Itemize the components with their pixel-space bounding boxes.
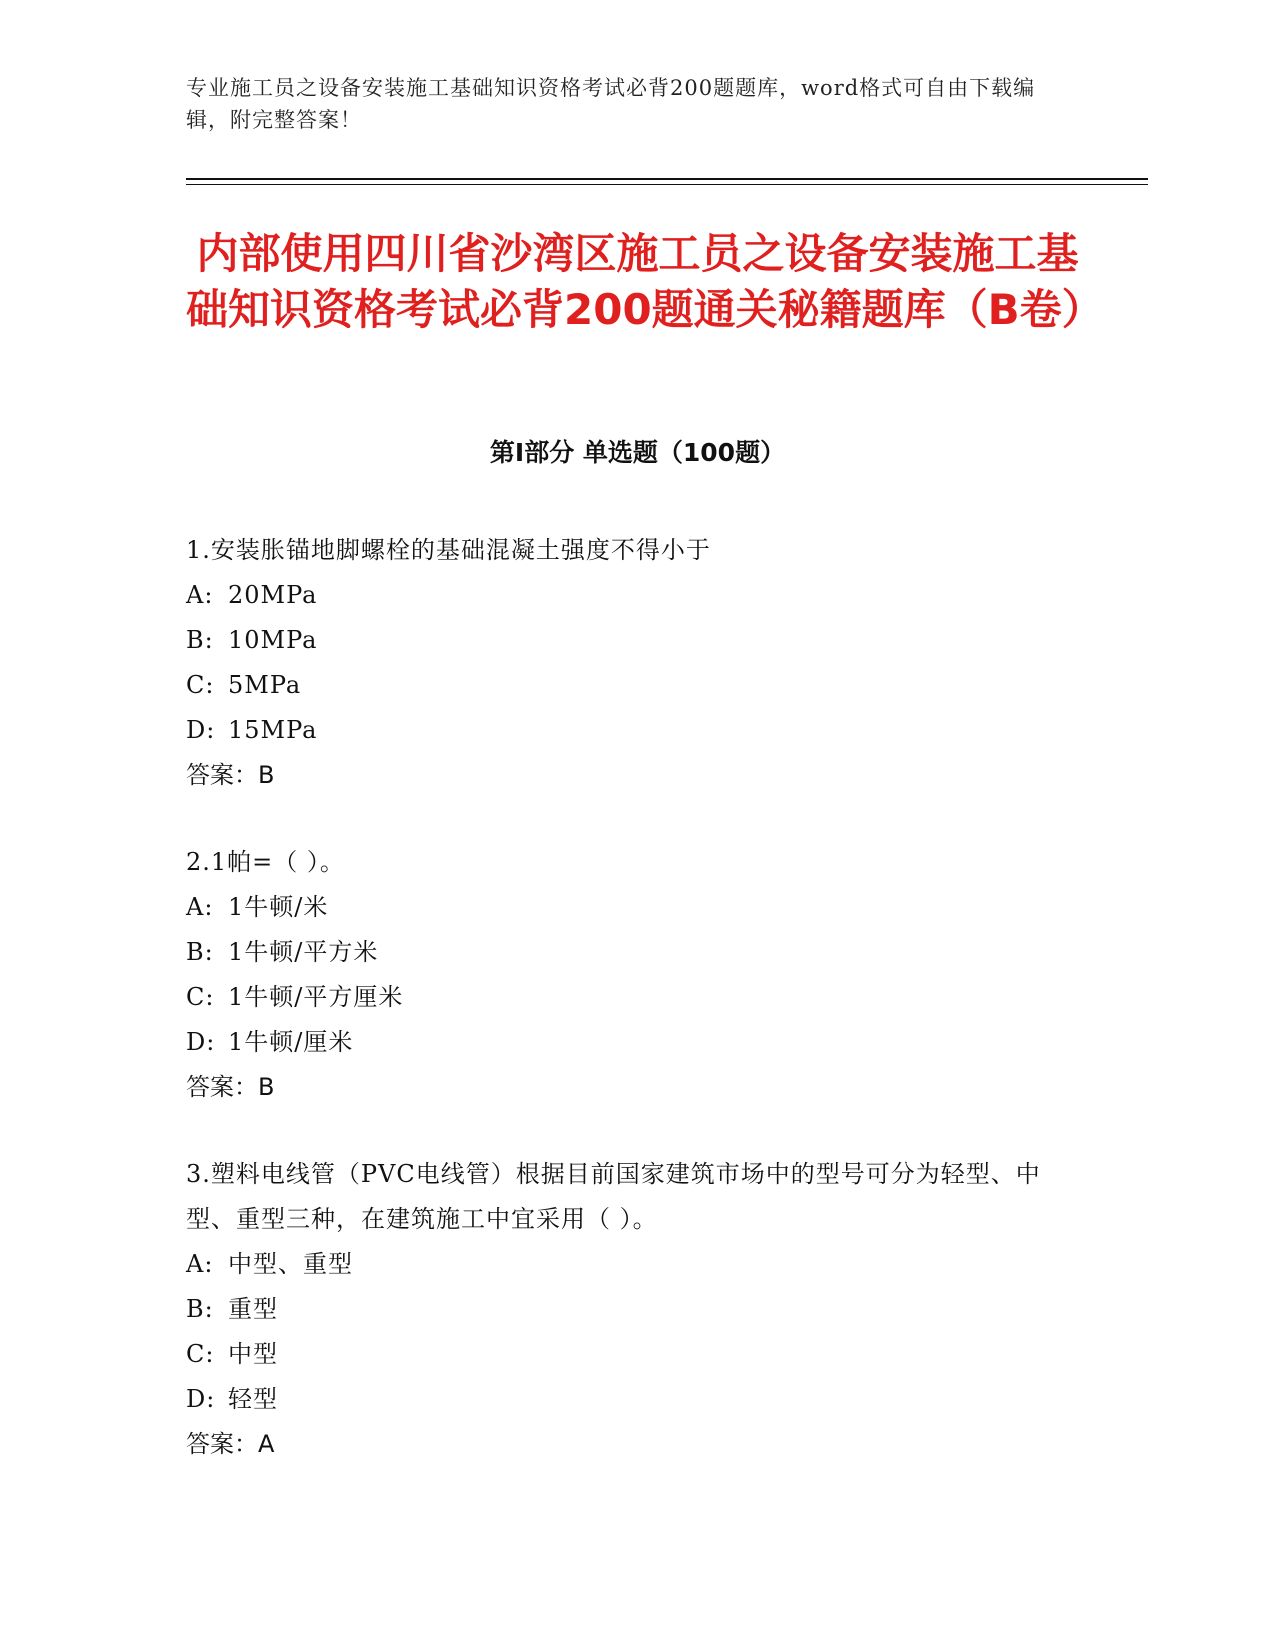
question-list: [186, 528, 1086, 1509]
option-letter: D:: [186, 716, 216, 744]
answer: 答案：A: [186, 1430, 275, 1458]
header-divider-thick: [186, 178, 1148, 180]
option-text: 1牛顿/厘米: [228, 1028, 354, 1056]
question-stem: 3.塑料电线管（PVC电线管）根据目前国家建筑市场中的型号可分为轻型、中型、重型三种，在建筑施工中宜采用（ ）。: [186, 1160, 1041, 1233]
option-letter: A:: [186, 581, 214, 609]
option-text: 1牛顿/米: [228, 893, 329, 921]
option-text: 轻型: [228, 1385, 278, 1413]
option-a: [186, 573, 1086, 618]
option-letter: B:: [186, 938, 214, 966]
question-1: [186, 528, 1086, 798]
option-c: [186, 1332, 1086, 1377]
option-d: [186, 1020, 1086, 1065]
option-letter: C:: [186, 1340, 215, 1368]
question-stem: 1.安装胀锚地脚螺栓的基础混凝土强度不得小于: [186, 536, 711, 564]
main-title: 内部使用四川省沙湾区施工员之设备安装施工基础知识资格考试必背200题通关秘籍题库（B卷）: [186, 229, 1104, 334]
option-b: [186, 930, 1086, 975]
option-b: [186, 1287, 1086, 1332]
header-note: 专业施工员之设备安装施工基础知识资格考试必背200题题库，word格式可自由下载编辑，附完整答案！: [186, 76, 1036, 132]
option-a: [186, 1242, 1086, 1287]
option-text: 中型: [228, 1340, 278, 1368]
header-divider-thin: [186, 184, 1148, 185]
option-letter: B:: [186, 626, 214, 654]
question-3: [186, 1152, 1086, 1467]
question-2: [186, 840, 1086, 1110]
option-text: 20MPa: [228, 581, 318, 609]
option-a: [186, 885, 1086, 930]
option-text: 中型、重型: [228, 1250, 353, 1278]
option-text: 重型: [228, 1295, 278, 1323]
option-c: [186, 663, 1086, 708]
option-letter: C:: [186, 671, 215, 699]
option-text: 15MPa: [228, 716, 318, 744]
option-text: 1牛顿/平方米: [228, 938, 379, 966]
answer: 答案：B: [186, 761, 275, 789]
option-letter: D:: [186, 1385, 216, 1413]
option-b: [186, 618, 1086, 663]
option-text: 10MPa: [228, 626, 318, 654]
option-text: 1牛顿/平方厘米: [228, 983, 404, 1011]
option-c: [186, 975, 1086, 1020]
option-d: [186, 708, 1086, 753]
option-letter: C:: [186, 983, 215, 1011]
option-d: [186, 1377, 1086, 1422]
option-letter: A:: [186, 1250, 214, 1278]
option-letter: A:: [186, 893, 214, 921]
option-letter: D:: [186, 1028, 216, 1056]
option-text: 5MPa: [228, 671, 302, 699]
option-letter: B:: [186, 1295, 214, 1323]
question-stem: 2.1帕=（ ）。: [186, 848, 345, 876]
section-title: 第Ⅰ部分 单选题（100题）: [489, 438, 786, 467]
answer: 答案：B: [186, 1073, 275, 1101]
